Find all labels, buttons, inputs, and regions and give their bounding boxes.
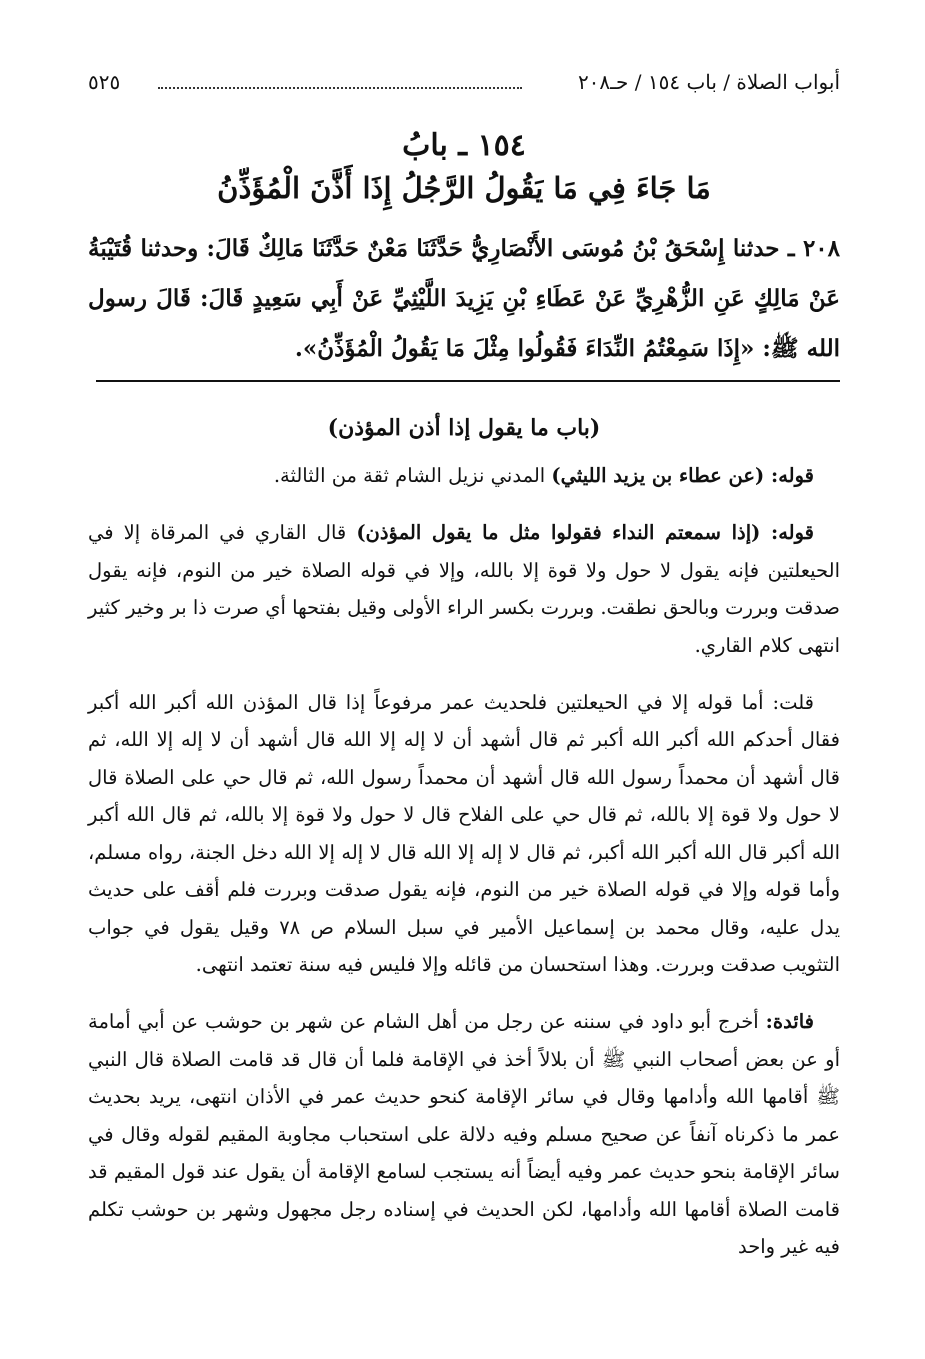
- paragraph-lead: قوله: (عن عطاء بن يزيد الليثي): [551, 464, 814, 487]
- chapter-number: ١٥٤ ـ بابُ: [402, 128, 526, 163]
- commentary-paragraph-2: [88, 514, 840, 664]
- running-head-title: أبواب الصلاة / باب ١٥٤ / حـ٢٠٨: [577, 70, 840, 94]
- running-head-leader-dots: [158, 87, 522, 89]
- chapter-title: مَا جَاءَ فِي مَا يَقُولُ الرَّجُلُ إِذَا أَذَّنَ الْمُؤَذِّنُ: [217, 171, 711, 205]
- commentary-paragraph-1: [88, 457, 840, 495]
- paragraph-lead: فائدة:: [765, 1010, 814, 1033]
- running-head: [88, 60, 840, 104]
- paragraph-body: أخرج أبو داود في سننه عن رجل من أهل الشام عن شهر بن حوشب عن أبي أمامة أو عن بعض أصحاب النبي ﷺ أن بلالاً أخذ في الإقامة فلما أن قال قد قامت الصلاة قال النبي ﷺ أقامها الله وأدامها وقال في سائر الإقامة كنحو حديث عمر في الأذان انتهى، يريد بحديث عمر ما ذكرناه آنفاً عن صحيح مسلم وفيه دلالة على استحباب مجاوبة المقيم لقوله وقال في سائر الإقامة بنحو حديث عمر وفيه أيضاً أنه يستجب لسامع الإقامة أن يقول عند قول المقيم قد قامت الصلاة أقامها الله وأدامها، لكن الحديث في إسناده رجل مجهول وشهر بن حوشب تكلم فيه غير واحد: [88, 1010, 840, 1258]
- commentary-paragraph-3: قلت: أما قوله إلا في الحيعلتين فلحديث عمر مرفوعاً إذا قال المؤذن الله أكبر الله أكبر فقال أحدكم الله أكبر الله أكبر ثم قال أشهد أن لا إله إلا الله قال أشهد أن لا إله إلا الله، ثم قال أشهد أن محمداً رسول الله قال أشهد أن محمداً رسول الله، ثم قال حي على الصلاة قال لا حول ولا قوة إلا بالله، ثم قال حي على الفلاح قال لا حول ولا قوة إلا بالله، ثم قال الله أكبر الله أكبر قال الله أكبر الله أكبر، ثم قال لا إله إلا الله قال لا إله إلا الله دخل الجنة، رواه مسلم، وأما قوله وإلا في قوله الصلاة خير من النوم، فإنه يقول صدقت وبررت فلم أقف على حديث يدل عليه، وقال محمد بن إسماعيل الأمير في سبل السلام ص ٧٨ وقيل يقول في جواب التثويب صدقت وبررت. وهذا استحسان من قائله وإلا فليس فيه سنة تعتمد انتهى.: [88, 690, 840, 976]
- page-number: ٥٢٥: [88, 70, 121, 94]
- commentary-heading: (باب ما يقول إذا أذن المؤذن): [327, 415, 601, 441]
- paragraph-body: قال القاري في المرقاة إلا في الحيعلتين فإنه يقول لا حول ولا قوة إلا بالله، وإلا في قوله الصلاة خير من النوم، فإنه يقول صدقت وبررت وبالحق نطقت. وبررت بكسر الراء الأولى وقيل بفتحها أي صرت ذا بر وخير كثير انتهى كلام القاري.: [88, 521, 840, 657]
- paragraph-body: المدني نزيل الشام ثقة من الثالثة.: [273, 464, 552, 487]
- book-page: [88, 60, 840, 1285]
- commentary-paragraph-4: [88, 1003, 840, 1266]
- paragraph-lead: قوله: (إذا سمعتم النداء فقولوا مثل ما يقول المؤذن): [356, 521, 814, 544]
- section-divider: [96, 380, 840, 382]
- hadith-text: ٢٠٨ ـ حدثنا إِسْحَقُ بْنُ مُوسَى الأَنْصَارِيُّ حَدَّثَنَا مَعْنٌ حَدَّثَنَا مَالِكٌ قَالَ: وحدثنا قُتَيْبَةُ عَنْ مَالِكٍ عَنِ الزُّهْرِيِّ عَنْ عَطَاءِ بْنِ يَزِيدَ اللَّيْثِيِّ عَنْ أَبِي سَعِيدٍ قَالَ: قَالَ رسول الله ﷺ: «إِذَا سَمِعْتُمُ النِّدَاءَ فَقُولُوا مِثْلَ مَا يَقُولُ الْمُؤَذِّنُ».: [88, 235, 840, 362]
